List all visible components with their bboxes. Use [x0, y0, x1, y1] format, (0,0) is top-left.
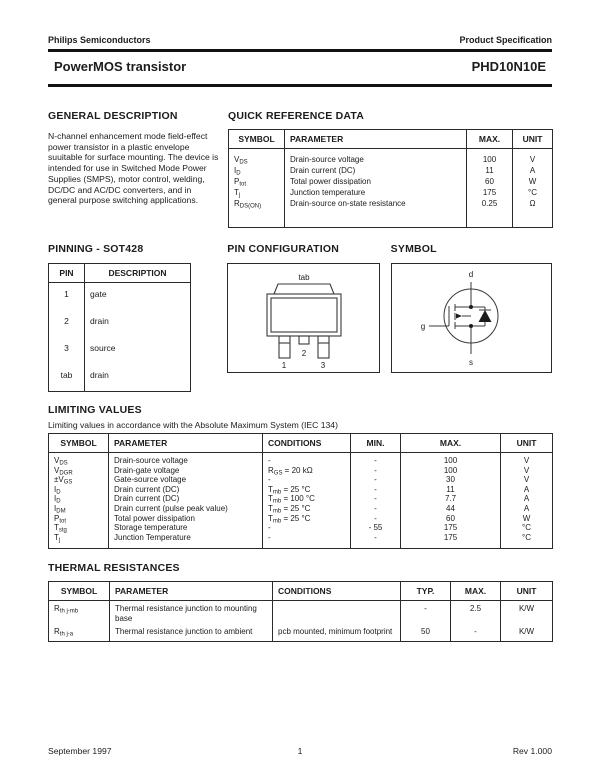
parameter-cell: Drain-gate voltage — [109, 466, 263, 476]
package-outline-icon — [228, 264, 379, 372]
parameter-cell: Drain current (pulse peak value) — [109, 504, 263, 514]
unit-cell: V — [501, 475, 553, 485]
mosfet-symbol-icon — [392, 264, 551, 372]
pinning-section — [48, 243, 219, 392]
symbol-cell: $T_j$ — [234, 188, 241, 198]
conditions-cell: - — [263, 523, 351, 533]
min-cell: - — [351, 494, 401, 504]
symbol-cell: $I_D$ — [54, 484, 61, 495]
symbol-cell: $T_{stg}$ — [54, 523, 67, 533]
limiting-values-subtitle: Limiting values in accordance with the Absolute Maximum System (IEC 134) — [48, 420, 338, 430]
quick-reference-table — [228, 129, 553, 228]
max-cell: 44 — [401, 504, 501, 514]
limiting-values-table — [48, 433, 553, 549]
svg-text:g: g — [420, 322, 425, 331]
symbol-title: SYMBOL — [390, 243, 437, 255]
parameter-cell: Thermal resistance junction to ambient — [110, 624, 273, 642]
table-row — [49, 283, 191, 311]
pin-cell: tab — [60, 370, 73, 380]
page-number: 1 — [297, 746, 303, 756]
table-header-row — [49, 582, 553, 601]
table-header-row — [229, 130, 553, 149]
unit-cell: V — [501, 453, 553, 466]
col-symbol: SYMBOL — [49, 582, 110, 601]
description-cell: drain — [85, 364, 191, 392]
unit-cell: A — [513, 165, 553, 176]
mosfet-symbol-drawing — [391, 263, 552, 373]
typ-cell: 50 — [401, 624, 451, 642]
parameter-cell: Drain current (DC) — [285, 165, 467, 176]
footer-date: September 1997 — [48, 746, 112, 756]
page-header — [48, 35, 552, 45]
unit-cell: V — [501, 466, 553, 476]
table-row — [49, 624, 553, 642]
max-cell: 11 — [467, 165, 513, 176]
max-cell: 100 — [401, 466, 501, 476]
min-cell: - — [351, 514, 401, 524]
col-description: DESCRIPTION — [85, 264, 191, 283]
symbol-cell: $T_j$ — [54, 532, 61, 544]
symbol-cell: $I_D$ — [234, 166, 241, 176]
general-description-body: N-channel enhancement mode field-effect power transistor in a plastic envelope suuitable for surface mounting. The device is intended for use in Switched Mode Power Supplies (SMPS), motor control, welding, DC/DC and AC/DC converters, and in general purpose switching applications. — [48, 131, 219, 206]
col-symbol: SYMBOL — [229, 130, 285, 149]
table-header-row — [49, 264, 191, 283]
col-symbol: SYMBOL — [49, 434, 109, 453]
device-family-title: PowerMOS transistor — [54, 59, 187, 74]
table-row — [229, 165, 553, 176]
thermal-resistances-section — [48, 562, 552, 642]
conditions-cell: $T_{mb} = 25$ °C — [263, 485, 351, 495]
col-unit: UNIT — [513, 130, 553, 149]
table-row — [229, 187, 553, 198]
symbol-cell: $I_D$ — [54, 494, 61, 504]
col-parameter: PARAMETER — [109, 434, 263, 453]
table-row — [49, 475, 553, 485]
parameter-cell: Drain-source on-state resistance — [285, 198, 467, 228]
unit-cell: A — [501, 494, 553, 504]
conditions-cell: $R_{GS} = 20$ kΩ — [263, 466, 351, 476]
symbol-cell: $V_{DS}$ — [234, 155, 248, 165]
min-cell: - — [351, 485, 401, 495]
table-row — [49, 310, 191, 337]
min-cell: - — [351, 466, 401, 476]
conditions-cell — [273, 601, 401, 624]
min-cell: - 55 — [351, 523, 401, 533]
unit-cell: W — [513, 176, 553, 187]
pin-configuration-title: PIN CONFIGURATION — [227, 243, 339, 255]
table-row — [49, 364, 191, 392]
min-cell: - — [351, 533, 401, 549]
max-cell: 30 — [401, 475, 501, 485]
min-cell: - — [351, 504, 401, 514]
table-row — [229, 149, 553, 166]
header-rule-bottom — [48, 84, 552, 87]
unit-cell: W — [501, 514, 553, 524]
min-cell: - — [351, 475, 401, 485]
parameter-cell: Drain-source voltage — [109, 453, 263, 466]
table-header-row — [49, 434, 553, 453]
pin-cell: 1 — [64, 289, 69, 299]
max-cell: 175 — [467, 187, 513, 198]
description-cell: gate — [85, 283, 191, 311]
parameter-cell: Junction Temperature — [109, 533, 263, 549]
row-pinning-drawings — [48, 243, 552, 392]
table-row — [229, 198, 553, 228]
col-min: MIN. — [351, 434, 401, 453]
col-max: MAX. — [467, 130, 513, 149]
table-row — [49, 601, 553, 624]
col-pin: PIN — [49, 264, 85, 283]
col-conditions: CONDITIONS — [273, 582, 401, 601]
table-row — [49, 453, 553, 466]
description-cell: source — [85, 337, 191, 364]
doc-type: Product Specification — [459, 35, 552, 45]
max-cell: 60 — [401, 514, 501, 524]
conditions-cell: $T_{mb} = 100$ °C — [263, 494, 351, 504]
max-cell: - — [451, 624, 501, 642]
parameter-cell: Total power dissipation — [285, 176, 467, 187]
symbol-cell: $R_{DS(ON)}$ — [234, 199, 262, 210]
svg-text:tab: tab — [298, 273, 310, 282]
description-cell: drain — [85, 310, 191, 337]
svg-text:3: 3 — [321, 361, 326, 370]
symbol-cell: $R_{th j-mb}$ — [54, 604, 79, 615]
svg-text:2: 2 — [302, 349, 307, 358]
unit-cell: °C — [513, 187, 553, 198]
svg-text:1: 1 — [282, 361, 287, 370]
symbol-cell: $V_{DS}$ — [54, 456, 68, 466]
pin-cell: 3 — [64, 343, 69, 353]
conditions-cell: pcb mounted, minimum footprint — [273, 624, 401, 642]
table-row — [49, 485, 553, 495]
parameter-cell: Total power dissipation — [109, 514, 263, 524]
max-cell: 2.5 — [451, 601, 501, 624]
quick-reference-section — [228, 110, 552, 228]
symbol-cell: $V_{DGR}$ — [54, 465, 73, 476]
thermal-resistances-title: THERMAL RESISTANCES — [48, 562, 180, 575]
parameter-cell: Junction temperature — [285, 187, 467, 198]
quick-reference-title: QUICK REFERENCE DATA — [228, 110, 365, 122]
max-cell: 175 — [401, 533, 501, 549]
unit-cell: K/W — [501, 601, 553, 624]
row-description-qrd — [48, 110, 552, 228]
symbol-cell: $P_{tot}$ — [234, 177, 247, 187]
parameter-cell: Gate-source voltage — [109, 475, 263, 485]
svg-text:d: d — [468, 270, 473, 279]
parameter-cell: Drain-source voltage — [285, 149, 467, 166]
parameter-cell: Drain current (DC) — [109, 494, 263, 504]
max-cell: 11 — [401, 485, 501, 495]
col-parameter: PARAMETER — [110, 582, 273, 601]
unit-cell: A — [501, 504, 553, 514]
datasheet-page — [48, 0, 552, 776]
title-row — [48, 52, 552, 80]
unit-cell: °C — [501, 523, 553, 533]
conditions-cell: - — [263, 475, 351, 485]
max-cell: 60 — [467, 176, 513, 187]
symbol-cell: $R_{th j-a}$ — [54, 626, 74, 638]
unit-cell: Ω — [513, 198, 553, 228]
table-row — [49, 533, 553, 549]
table-row — [49, 514, 553, 524]
col-typ: TYP. — [401, 582, 451, 601]
symbol-cell: $P_{tot}$ — [54, 513, 67, 524]
pin-configuration-drawing — [227, 263, 380, 373]
conditions-cell: - — [263, 533, 351, 549]
vendor-name: Philips Semiconductors — [48, 35, 151, 45]
col-parameter: PARAMETER — [285, 130, 467, 149]
part-number: PHD10N10E — [471, 59, 546, 74]
col-conditions: CONDITIONS — [263, 434, 351, 453]
typ-cell: - — [401, 601, 451, 624]
col-unit: UNIT — [501, 582, 553, 601]
col-max: MAX. — [451, 582, 501, 601]
conditions-cell: $T_{mb} = 25$ °C — [263, 504, 351, 514]
parameter-cell: Drain current (DC) — [109, 485, 263, 495]
max-cell: 175 — [401, 523, 501, 533]
parameter-cell: Storage temperature — [109, 523, 263, 533]
unit-cell: A — [501, 485, 553, 495]
table-row — [49, 494, 553, 504]
conditions-cell: - — [263, 453, 351, 466]
table-row — [49, 466, 553, 476]
thermal-resistances-table — [48, 581, 553, 642]
conditions-cell: $T_{mb} = 25$ °C — [263, 514, 351, 524]
table-row — [49, 504, 553, 514]
svg-text:s: s — [468, 358, 473, 367]
pinning-title: PINNING - SOT428 — [48, 243, 144, 255]
unit-cell: K/W — [501, 624, 553, 642]
symbol-section — [391, 243, 552, 392]
unit-cell: V — [513, 149, 553, 166]
pin-configuration-section — [227, 243, 380, 392]
col-unit: UNIT — [501, 434, 553, 453]
max-cell: 100 — [467, 149, 513, 166]
general-description-section — [48, 110, 220, 228]
footer-revision: Rev 1.000 — [512, 746, 552, 756]
limiting-values-section — [48, 404, 552, 549]
page-footer — [48, 746, 552, 756]
symbol-cell: $I_{DM}$ — [54, 503, 66, 514]
limiting-values-title: LIMITING VALUES — [48, 404, 142, 416]
table-row — [229, 176, 553, 187]
table-row — [49, 337, 191, 364]
col-max: MAX. — [401, 434, 501, 453]
min-cell: - — [351, 453, 401, 466]
max-cell: 7.7 — [401, 494, 501, 504]
unit-cell: °C — [501, 533, 553, 549]
general-description-title: GENERAL DESCRIPTION — [48, 110, 178, 122]
table-row — [49, 523, 553, 533]
max-cell: 0.25 — [467, 198, 513, 228]
parameter-cell: Thermal resistance junction to mounting base — [110, 601, 273, 624]
symbol-cell: $\pm V_{GS}$ — [54, 475, 73, 485]
pinning-table — [48, 263, 191, 392]
max-cell: 100 — [401, 453, 501, 466]
pin-cell: 2 — [64, 316, 69, 326]
